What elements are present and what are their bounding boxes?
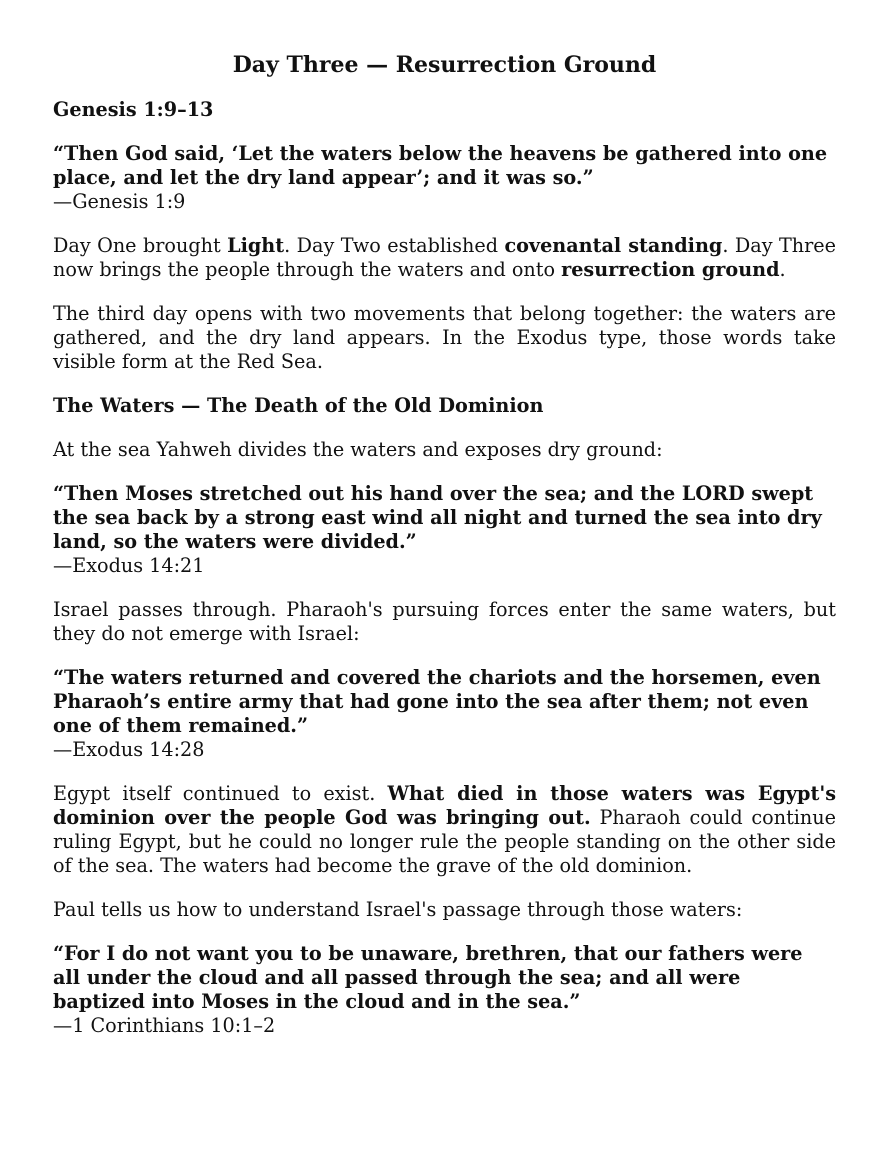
quote-exodus-14-28 xyxy=(53,666,836,762)
quote-exodus-14-21 xyxy=(53,482,836,578)
quote-citation: —Exodus 14:21 xyxy=(53,554,205,577)
text-run: Pharaoh could continue ruling Egypt, but he could no longer rule the people standing on the other side of the sea. The waters had become the grave of the old dominion. xyxy=(53,806,836,877)
quote-text: “The waters returned and covered the chariots and the horsemen, even Pharaoh’s entire army that had gone into the sea after them; not even one of them remained.” xyxy=(53,666,821,737)
quote-citation: —Exodus 14:28 xyxy=(53,738,205,761)
text-run: . Day Three now brings the people through the waters and onto xyxy=(53,234,837,281)
text-run: Egypt itself continued to exist. xyxy=(53,782,388,805)
section-heading: The Waters — The Death of the Old Dominion xyxy=(53,394,544,417)
paragraph-israel-passes: Israel passes through. Pharaoh's pursuing forces enter the same waters, but they do not emerge with Israel: xyxy=(53,598,836,645)
text-run: Day One brought xyxy=(53,234,228,257)
quote-citation: —Genesis 1:9 xyxy=(53,190,186,213)
quote-text: “For I do not want you to be unaware, brethren, that our fathers were all under the cloud and all passed through the sea; and all were baptized into Moses in the cloud and in the sea.” xyxy=(53,942,803,1013)
page-title: Day Three — Resurrection Ground xyxy=(232,52,657,78)
quote-1-corinthians-10 xyxy=(53,942,836,1038)
paragraph-sea-intro: At the sea Yahweh divides the waters and exposes dry ground: xyxy=(53,438,663,461)
text-run: . Day Two established xyxy=(284,234,505,257)
paragraph-days-summary xyxy=(53,234,836,282)
paragraph-paul-intro: Paul tells us how to understand Israel's passage through those waters: xyxy=(53,898,743,921)
paragraph-egypt-dominion xyxy=(53,782,836,878)
paragraph-third-day: The third day opens with two movements that belong together: the waters are gathered, and the dry land appears. In the Exodus type, those words take visible form at the Red Sea. xyxy=(53,302,836,373)
bold-term-covenantal-standing: covenantal standing xyxy=(504,234,723,257)
bold-statement: What died in those waters was Egypt's dominion over the people God was bringing out. xyxy=(53,782,836,829)
quote-text: “Then Moses stretched out his hand over the sea; and the LORD swept the sea back by a strong east wind all night and turned the sea into dry land, so the waters were divided.” xyxy=(53,482,822,553)
text-run: . xyxy=(779,258,786,281)
bold-term-light: Light xyxy=(227,234,285,257)
bold-term-resurrection-ground: resurrection ground xyxy=(561,258,780,281)
quote-text: “Then God said, ‘Let the waters below the heavens be gathered into one place, and let the dry land appear’; and it was so.” xyxy=(53,142,828,189)
quote-genesis-1-9 xyxy=(53,142,836,214)
scripture-reference: Genesis 1:9–13 xyxy=(53,98,214,121)
quote-citation: —1 Corinthians 10:1–2 xyxy=(53,1014,276,1037)
